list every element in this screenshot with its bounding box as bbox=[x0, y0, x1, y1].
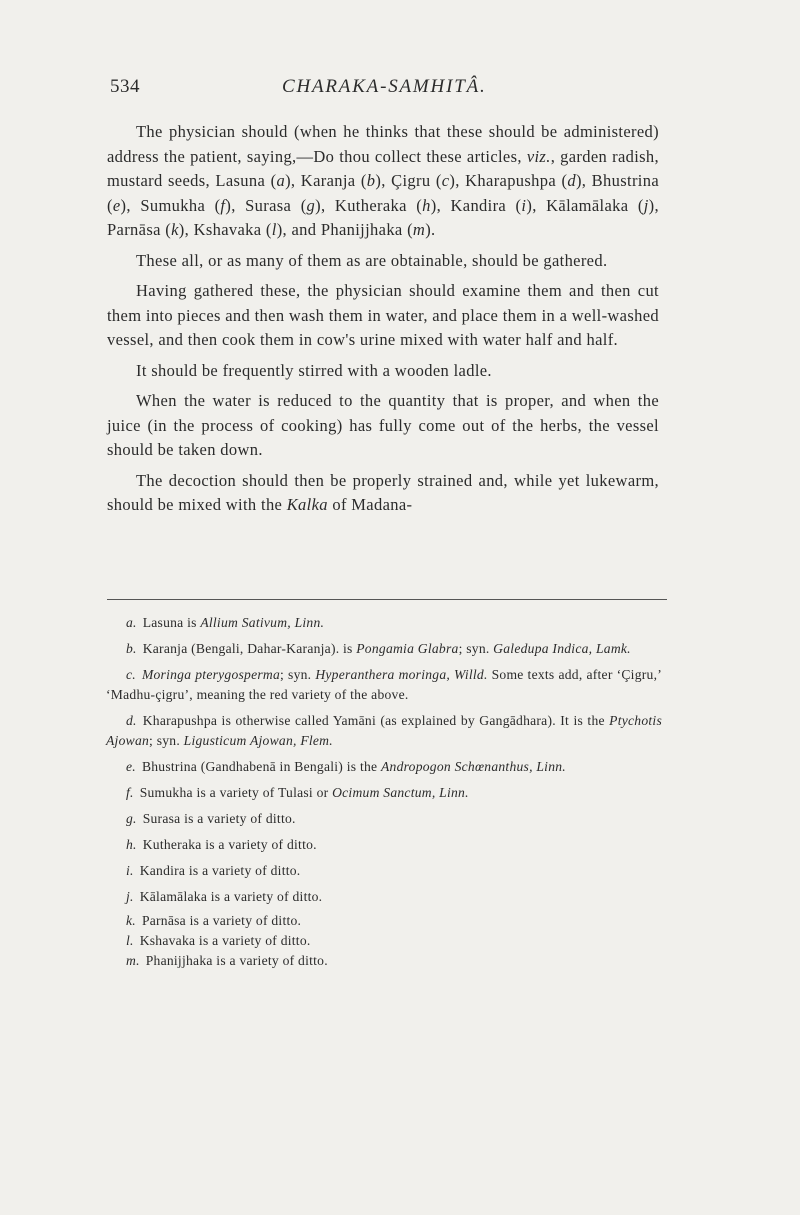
ref-letter: i bbox=[521, 195, 527, 215]
text-run: ), Çigru ( bbox=[375, 171, 442, 190]
text-run: The physician should (when he thinks that these should be administered) address the patient, saying,—Do thou collect these articles, bbox=[107, 122, 659, 166]
footnote-letter: h. bbox=[126, 837, 137, 852]
footnote-text: Kandira is a variety of ditto. bbox=[139, 863, 301, 878]
text-run: ), Kharapushpa ( bbox=[449, 171, 568, 190]
footnote-text: Kutheraka is a variety of ditto. bbox=[142, 837, 317, 852]
paragraph-4: It should be frequently stirred with a wooden ladle. bbox=[136, 360, 492, 380]
ref-letter: k bbox=[171, 220, 179, 239]
footnote-b bbox=[106, 639, 662, 659]
text-run: ), Surasa ( bbox=[225, 195, 307, 215]
footnote-letter: l. bbox=[126, 933, 134, 948]
ref-letter: c bbox=[441, 171, 450, 190]
ref-letter: f bbox=[220, 195, 226, 215]
footnote-text: ; syn. bbox=[458, 641, 494, 656]
text-run: ). bbox=[425, 220, 436, 239]
footnote-divider bbox=[107, 599, 667, 600]
paragraph-1 bbox=[107, 120, 659, 243]
ref-letter: a bbox=[276, 171, 286, 190]
footnote-letter: f. bbox=[126, 785, 134, 800]
footnote-k bbox=[106, 911, 662, 931]
footnote-m bbox=[106, 951, 662, 971]
text-run: ), and Phanijjhaka ( bbox=[276, 220, 413, 239]
footnote-text: Surasa is a variety of ditto. bbox=[142, 811, 296, 826]
footnote-letter: g. bbox=[126, 811, 137, 826]
footnote-e bbox=[106, 757, 662, 777]
footnotes bbox=[106, 613, 662, 971]
footnote-text: Sumukha is a variety of Tulasi or bbox=[139, 785, 333, 800]
footnote-text: ; syn. bbox=[280, 667, 316, 682]
footnote-italic: Hyperanthera moringa, Willd. bbox=[315, 667, 488, 682]
paragraph-2: These all, or as many of them as are obtainable, should be gathered. bbox=[136, 250, 608, 270]
page-header bbox=[110, 76, 670, 100]
footnote-c bbox=[106, 665, 662, 705]
footnote-letter: j. bbox=[126, 889, 134, 904]
footnote-italic: Pongamia Glabra bbox=[356, 641, 459, 656]
footnote-text: Lasuna is bbox=[142, 615, 201, 630]
ref-letter: j bbox=[643, 195, 649, 215]
text-run: The decoction should then be properly strained and, while yet lukewarm, should be mixed with the bbox=[107, 470, 659, 514]
footnote-italic: Andropogon Schœnanthus, Linn. bbox=[380, 759, 566, 774]
text-run: ), Sumukha ( bbox=[120, 195, 221, 215]
footnote-i bbox=[106, 861, 662, 881]
footnote-italic: Ligusticum Ajowan, Flem. bbox=[183, 733, 333, 748]
text-run: , garden radish, mustard seeds, Lasuna ( bbox=[107, 146, 659, 190]
footnote-text: Kālamālaka is a variety of ditto. bbox=[139, 889, 323, 904]
footnote-letter: a. bbox=[126, 615, 137, 630]
text-run: ), Bhustrina ( bbox=[107, 171, 659, 215]
footnote-letter: m. bbox=[126, 953, 140, 968]
footnote-text: Some texts add, after ‘Çigru,’ ‘Madhu-çigru’, meaning the red variety of the above. bbox=[106, 667, 663, 702]
footnote-letter: c. bbox=[126, 667, 136, 682]
ref-letter: l bbox=[271, 220, 277, 239]
footnote-text: Kshavaka is a variety of ditto. bbox=[139, 933, 311, 948]
footnote-g bbox=[106, 809, 662, 829]
ref-letter: h bbox=[422, 195, 431, 215]
footnote-letter: e. bbox=[126, 759, 136, 774]
text-run: ), Kālamālaka ( bbox=[526, 195, 644, 215]
footnote-letter: d. bbox=[126, 713, 137, 728]
text-run: ), Parnāsa ( bbox=[107, 195, 659, 239]
footnote-d bbox=[106, 711, 662, 751]
ref-letter: b bbox=[366, 171, 376, 190]
running-title: CHARAKA-SAMHITÂ. bbox=[282, 76, 487, 97]
footnote-text: Bhustrina (Gandhabenā in Bengali) is the bbox=[141, 759, 381, 774]
footnote-text: ; syn. bbox=[149, 733, 184, 748]
main-text bbox=[107, 120, 659, 524]
paragraph-6 bbox=[107, 469, 659, 518]
ref-letter: g bbox=[306, 195, 316, 215]
page-number: 534 bbox=[110, 76, 140, 97]
text-run: ), Kutheraka ( bbox=[315, 195, 423, 215]
text-run: ), Karanja ( bbox=[285, 171, 367, 190]
text-run: of Madana- bbox=[327, 495, 413, 514]
text-run-italic: Kalka bbox=[286, 495, 328, 514]
footnote-letter: b. bbox=[126, 641, 137, 656]
footnote-f bbox=[106, 783, 662, 803]
footnote-text: Parnāsa is a variety of ditto. bbox=[141, 913, 302, 928]
footnote-italic: Ptychotis Ajowan bbox=[106, 713, 662, 748]
footnote-letter: i. bbox=[126, 863, 134, 878]
footnote-l bbox=[106, 931, 662, 951]
footnote-italic: Moringa pterygosperma bbox=[141, 667, 281, 682]
ref-letter: m bbox=[412, 220, 426, 239]
footnote-j bbox=[106, 887, 662, 907]
footnote-text: Phanijjhaka is a variety of ditto. bbox=[145, 953, 328, 968]
paragraph-3: Having gathered these, the physician should examine them and then cut them into pieces and then wash them in water, and place them in a well-washed vessel, and then cook them in cow's urine mixed with water half and half. bbox=[107, 281, 659, 349]
ref-letter: d bbox=[567, 171, 576, 190]
footnote-italic: Allium Sativum, Linn. bbox=[200, 615, 325, 630]
text-run-italic: viz. bbox=[526, 146, 551, 166]
footnote-h bbox=[106, 835, 662, 855]
footnote-italic: Ocimum Sanctum, Linn. bbox=[332, 785, 469, 800]
footnote-text: Karanja (Bengali, Dahar-Karanja). is bbox=[142, 641, 357, 656]
footnote-text: Kharapushpa is otherwise called Yamāni (as explained by Gangādhara). It is the bbox=[142, 713, 610, 728]
paragraph-5: When the water is reduced to the quantity that is proper, and when the juice (in the process of cooking) has fully come out of the herbs, the vessel should be taken down. bbox=[107, 391, 659, 459]
text-run: ), Kshavaka ( bbox=[178, 220, 272, 239]
text-run: ), Kandira ( bbox=[430, 195, 522, 215]
footnote-italic: Galedupa Indica, Lamk. bbox=[493, 641, 631, 656]
ref-letter: e bbox=[112, 195, 121, 215]
footnote-letter: k. bbox=[126, 913, 136, 928]
footnote-a bbox=[106, 613, 662, 633]
